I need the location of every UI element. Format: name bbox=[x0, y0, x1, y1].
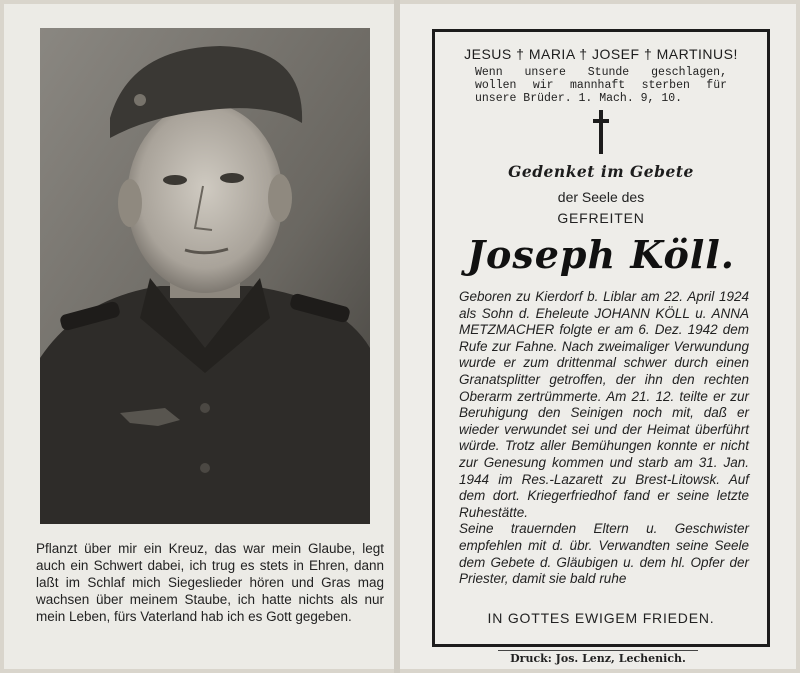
closing-line: IN GOTTES EWIGEM FRIEDEN. bbox=[487, 610, 715, 626]
memorial-poem: Pflanzt über mir ein Kreuz, das war mein Glaube, legt auch ein Schwert dabei, ich trug es stets in Ehren, dann laßt im Schlaf mich Siegeslieder hören und Gras mag wachsen über meinem Staube, ich hatte nichts als nur mein Leben, fürs Vaterland hab ich es Gott gegeben. bbox=[36, 541, 384, 624]
biography-text bbox=[459, 289, 749, 588]
memorial-frame bbox=[432, 29, 770, 647]
biography-body: Geboren zu Kierdorf b. Liblar am 22. April 1924 als Sohn d. Eheleute JOHANN KÖLL u. ANNA METZMACHER folgte er am 6. Dez. 1942 dem Rufe zur Fahne. Nach zweimaliger Verwundung wurde er zum drittenmal schwer durch einen Granatsplitter getroffen, der ihn den rechten Oberarm zertrümmerte. Am 21. 12. teilte er zur Beruhigung den Seinigen noch mit, daß er wieder verwundet sei und der Heimat überführt würde. Trotz aller Bemühungen konnte er nicht zur Genesung kommen und starb am 31. Jan. 1944 im Res.-Lazarett zu Brest-Litowsk. Auf dem dort. Kriegerfriedhof fand er seine letzte Ruhestätte. bbox=[459, 289, 749, 520]
family-note: Seine trauernden Eltern u. Geschwister empfehlen mit d. übr. Verwandten seine Seele dem Gebete d. Gläubigen u. dem hl. Opfer der Priester, damit sie bald ruhe bbox=[459, 521, 749, 587]
invocation-line: JESUS † MARIA † JOSEF † MARTINUS! bbox=[464, 46, 738, 62]
scripture-quote: Wenn unsere Stunde geschlagen, wollen wir mannhaft sterben für unsere Brüder. 1. Mach. 9, 10. bbox=[475, 66, 727, 105]
portrait-photo bbox=[40, 28, 370, 524]
deceased-name: Joseph Köll. bbox=[467, 232, 735, 277]
printer-credit: Druck: Jos. Lenz, Lechenich. bbox=[498, 650, 698, 665]
military-rank: GEFREITEN bbox=[557, 210, 645, 226]
cross-icon bbox=[593, 110, 609, 154]
soul-line: der Seele des bbox=[557, 189, 645, 205]
prayer-heading: Gedenket im Gebete bbox=[508, 162, 694, 181]
